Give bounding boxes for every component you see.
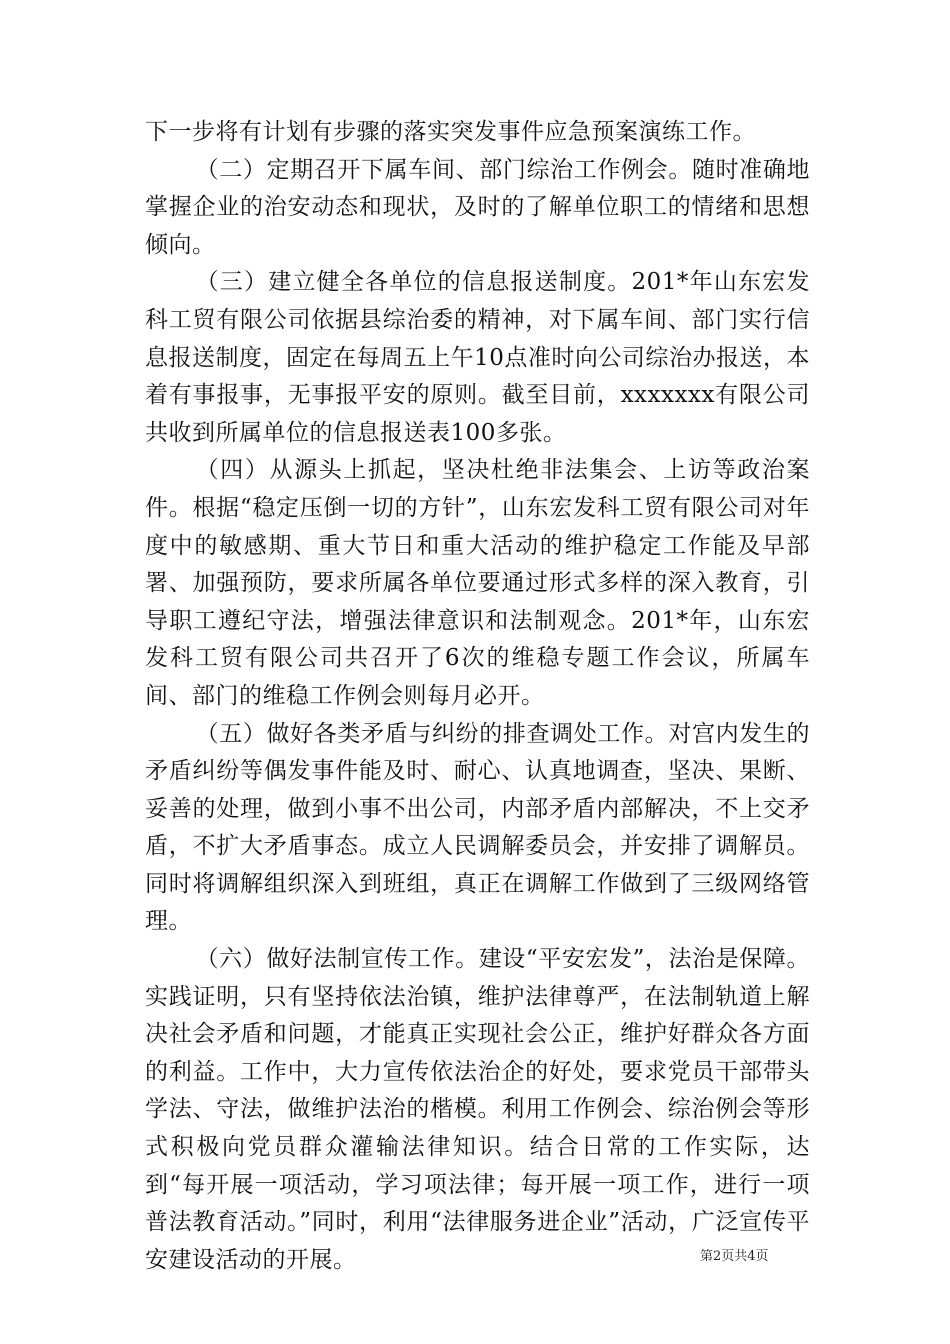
paragraph-section-4: （四）从源头上抓起，坚决杜绝非法集会、上访等政治案件。根据“稳定压倒一切的方针”，山东宏发科工贸有限公司对年度中的敏感期、重大节日和重大活动的维护稳定工作能及早部署、加强预防，要求所属各单位要通过形式多样的深入教育，引导职工遵纪守法，增强法律意识和法制观念。201*年，山东宏发科工贸有限公司共召开了6次的维稳专题工作会议，所属车间、部门的维稳工作例会则每月必开。 — [145, 457, 810, 709]
paragraph-section-6: （六）做好法制宣传工作。建设“平安宏发”，法治是保障。实践证明，只有坚持依法治镇，维护法律尊严，在法制轨道上解决社会矛盾和问题，才能真正实现社会公正，维护好群众各方面的利益。工作中，大力宣传依法治企的好处，要求党员干部带头学法、守法，做维护法治的楷模。利用工作例会、综治例会等形式积极向党员群众灌输法律知识。结合日常的工作实际，达到“每开展一项活动，学习项法律；每开展一项工作，进行一项普法教育活动。”同时，利用“法律服务进企业”活动，广泛宣传平安建设活动的开展。 — [145, 946, 810, 1273]
page-number-footer: 第2页共4页 — [700, 1249, 769, 1264]
document-body — [145, 114, 810, 1279]
paragraph-section-5: （五）做好各类矛盾与纠纷的排查调处工作。对宫内发生的矛盾纠纷等偶发事件能及时、耐心、认真地调查，坚决、果断、妥善的处理，做到小事不出公司，内部矛盾内部解决，不上交矛盾，不扩大矛盾事态。成立人民调解委员会，并安排了调解员。同时将调解组织深入到班组，真正在调解工作做到了三级网络管理。 — [145, 720, 810, 935]
paragraph-continuation: 下一步将有计划有步骤的落实突发事件应急预案演练工作。 — [145, 119, 756, 145]
paragraph-section-2: （二）定期召开下属车间、部门综治工作例会。随时准确地掌握企业的治安动态和现状，及时的了解单位职工的情绪和思想倾向。 — [145, 156, 810, 258]
paragraph-section-3: （三）建立健全各单位的信息报送制度。201*年山东宏发科工贸有限公司依据县综治委的精神，对下属车间、部门实行信息报送制度，固定在每周五上午10点准时向公司综治办报送，本着有事报事，无事报平安的原则。截至目前，xxxxxxx有限公司共收到所属单位的信息报送表100多张。 — [145, 269, 810, 446]
